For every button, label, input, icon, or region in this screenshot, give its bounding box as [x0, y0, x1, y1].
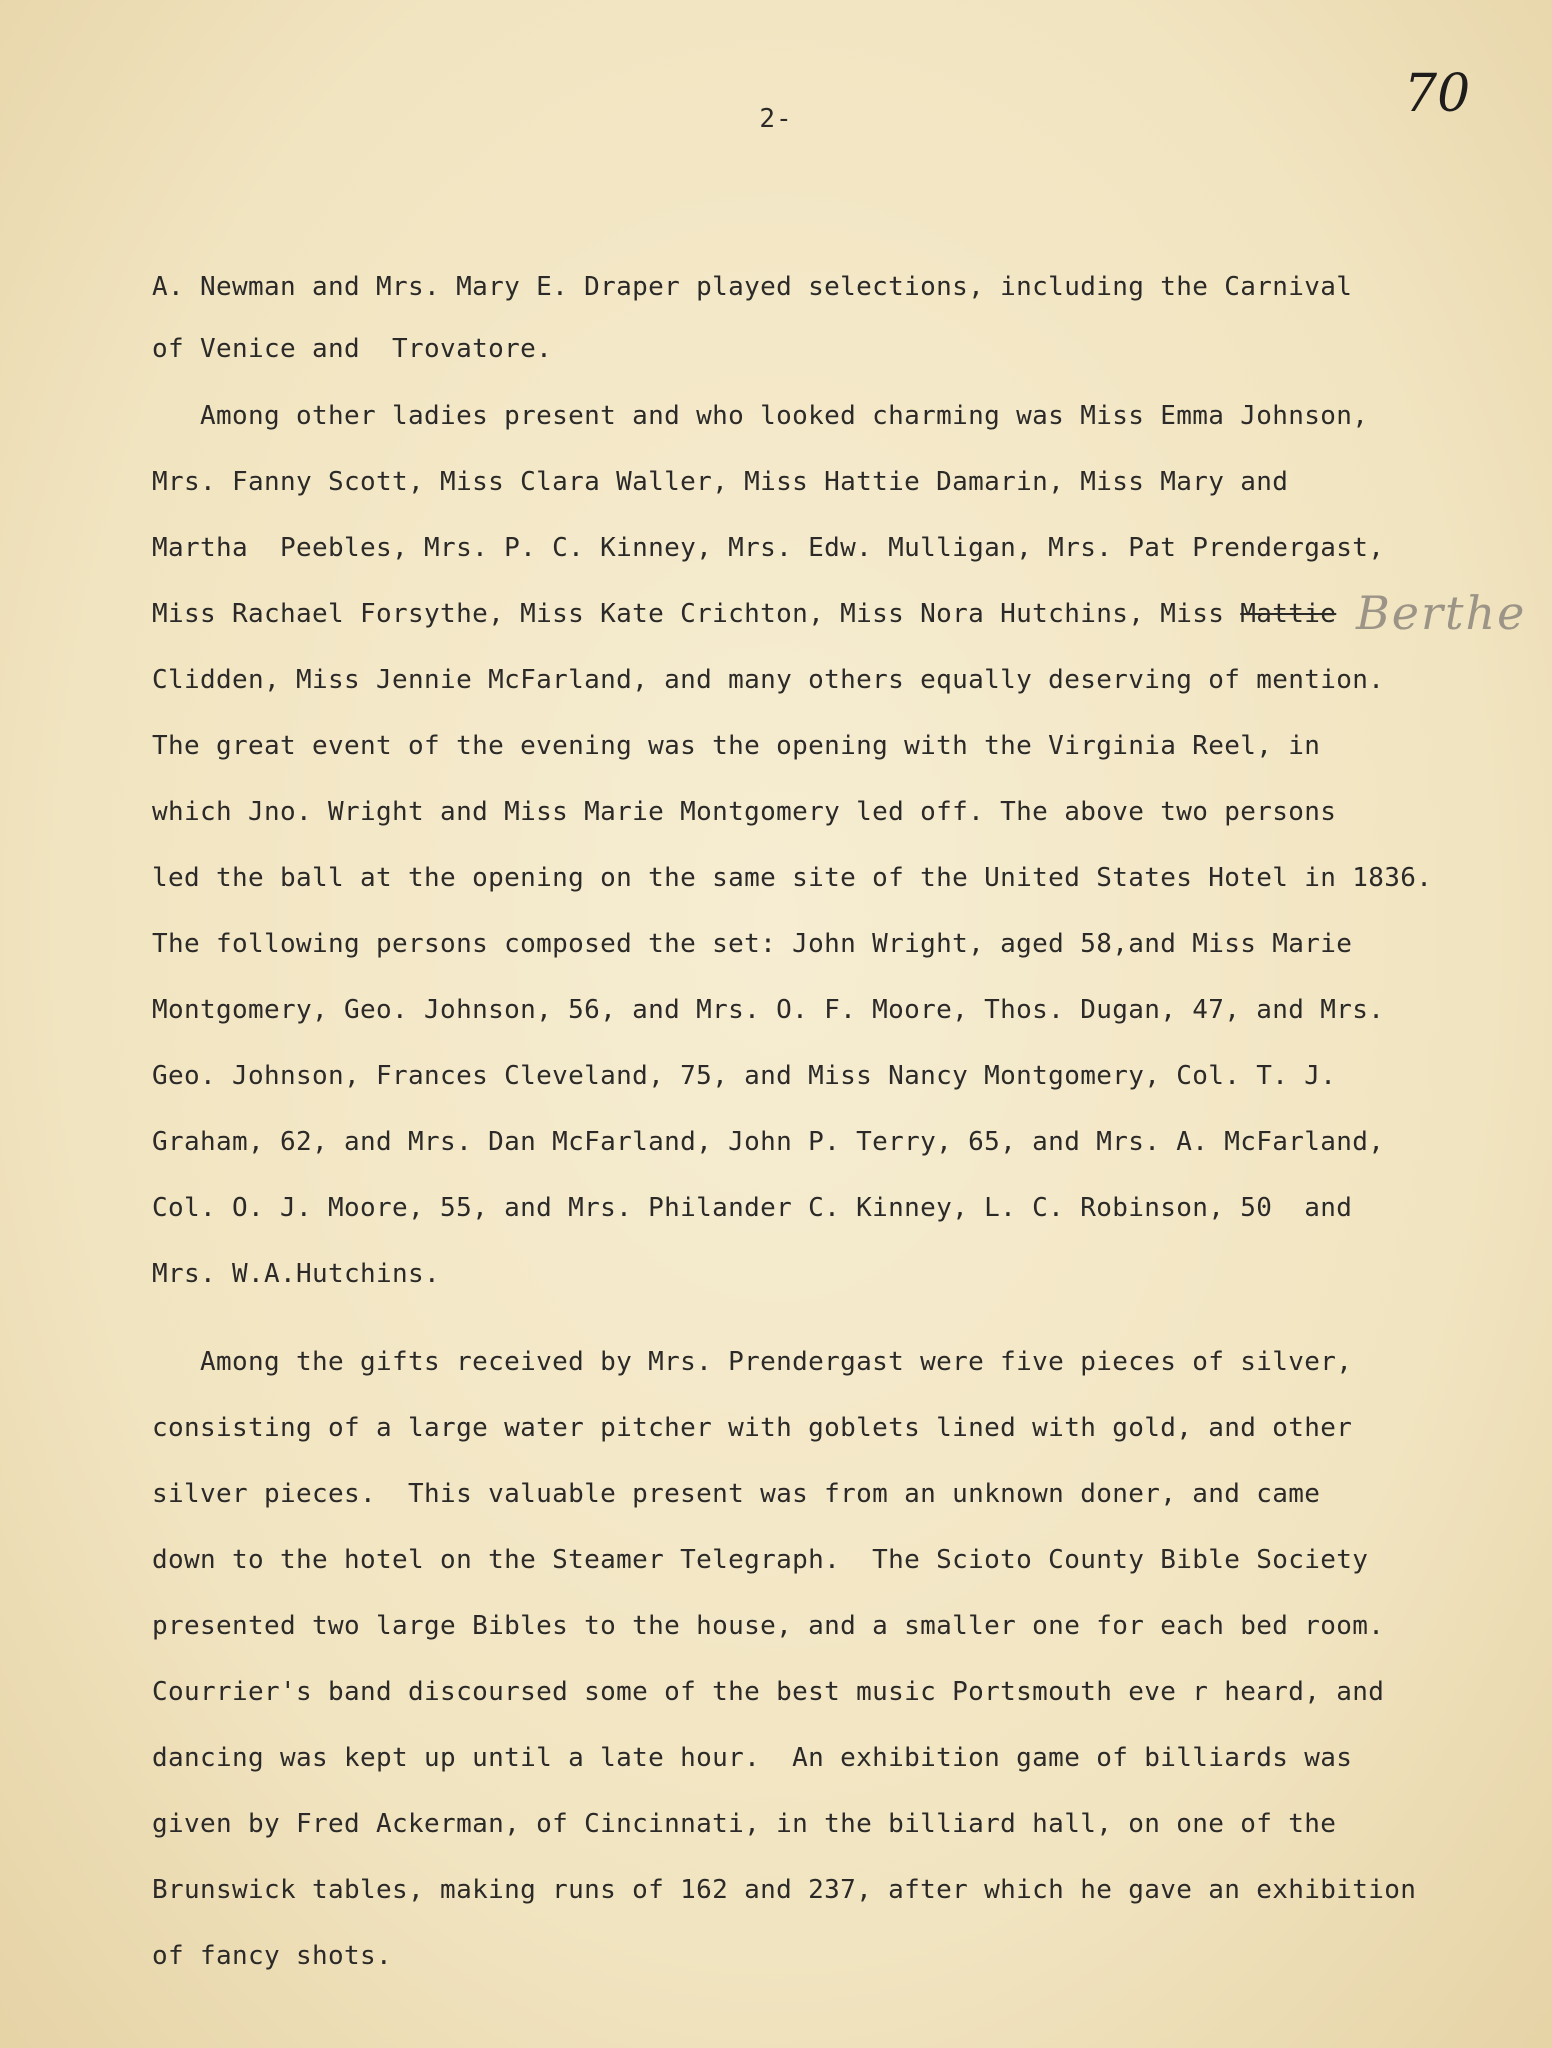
text-line: Brunswick tables, making runs of 162 and 237, after which he gave an exhibition	[152, 1875, 1417, 1905]
text-line: presented two large Bibles to the house, and a smaller one for each bed room.	[152, 1611, 1385, 1641]
text-line: down to the hotel on the Steamer Telegraph. The Scioto County Bible Society	[152, 1545, 1369, 1575]
text-line: which Jno. Wright and Miss Marie Montgomery led off. The above two persons	[152, 797, 1337, 827]
struck-word: Mattie	[1240, 599, 1337, 629]
text-line: Among the gifts received by Mrs. Prendergast were five pieces of silver,	[152, 1347, 1353, 1377]
handwritten-annotation: Berthe	[1356, 586, 1527, 640]
text-line: Graham, 62, and Mrs. Dan McFarland, John P. Terry, 65, and Mrs. A. McFarland,	[152, 1127, 1385, 1157]
text-line: Clidden, Miss Jennie McFarland, and many others equally deserving of mention.	[152, 665, 1385, 695]
text-line: A. Newman and Mrs. Mary E. Draper played selections, including the Carnival	[152, 272, 1353, 302]
text-line: The great event of the evening was the opening with the Virginia Reel, in	[152, 731, 1321, 761]
text-line: Courrier's band discoursed some of the best music Portsmouth eve r heard, and	[152, 1677, 1385, 1707]
text-line: Montgomery, Geo. Johnson, 56, and Mrs. O. F. Moore, Thos. Dugan, 47, and Mrs.	[152, 995, 1385, 1025]
text-line: dancing was kept up until a late hour. An exhibition game of billiards was	[152, 1743, 1353, 1773]
page-number: 2-	[759, 104, 793, 134]
text-line: Mrs. Fanny Scott, Miss Clara Waller, Miss Hattie Damarin, Miss Mary and	[152, 467, 1289, 497]
text-line: of Venice and Trovatore.	[152, 334, 553, 364]
text-line: Among other ladies present and who looked charming was Miss Emma Johnson,	[152, 401, 1369, 431]
folio-number: 70	[1404, 64, 1471, 124]
text-line: consisting of a large water pitcher with goblets lined with gold, and other	[152, 1413, 1353, 1443]
text-line: Mrs. W.A.Hutchins.	[152, 1259, 441, 1289]
text-line: The following persons composed the set: John Wright, aged 58,and Miss Marie	[152, 929, 1353, 959]
text-line: led the ball at the opening on the same site of the United States Hotel in 1836.	[152, 863, 1433, 893]
text-line	[152, 597, 1336, 631]
text-line-content: Miss Rachael Forsythe, Miss Kate Crichton, Miss Nora Hutchins, Miss	[152, 599, 1241, 629]
text-line: Col. O. J. Moore, 55, and Mrs. Philander C. Kinney, L. C. Robinson, 50 and	[152, 1193, 1353, 1223]
text-line: Geo. Johnson, Frances Cleveland, 75, and Miss Nancy Montgomery, Col. T. J.	[152, 1061, 1337, 1091]
text-line: silver pieces. This valuable present was from an unknown doner, and came	[152, 1479, 1321, 1509]
text-line: Martha Peebles, Mrs. P. C. Kinney, Mrs. Edw. Mulligan, Mrs. Pat Prendergast,	[152, 533, 1385, 563]
text-line: given by Fred Ackerman, of Cincinnati, in the billiard hall, on one of the	[152, 1809, 1337, 1839]
text-line: of fancy shots.	[152, 1941, 393, 1971]
